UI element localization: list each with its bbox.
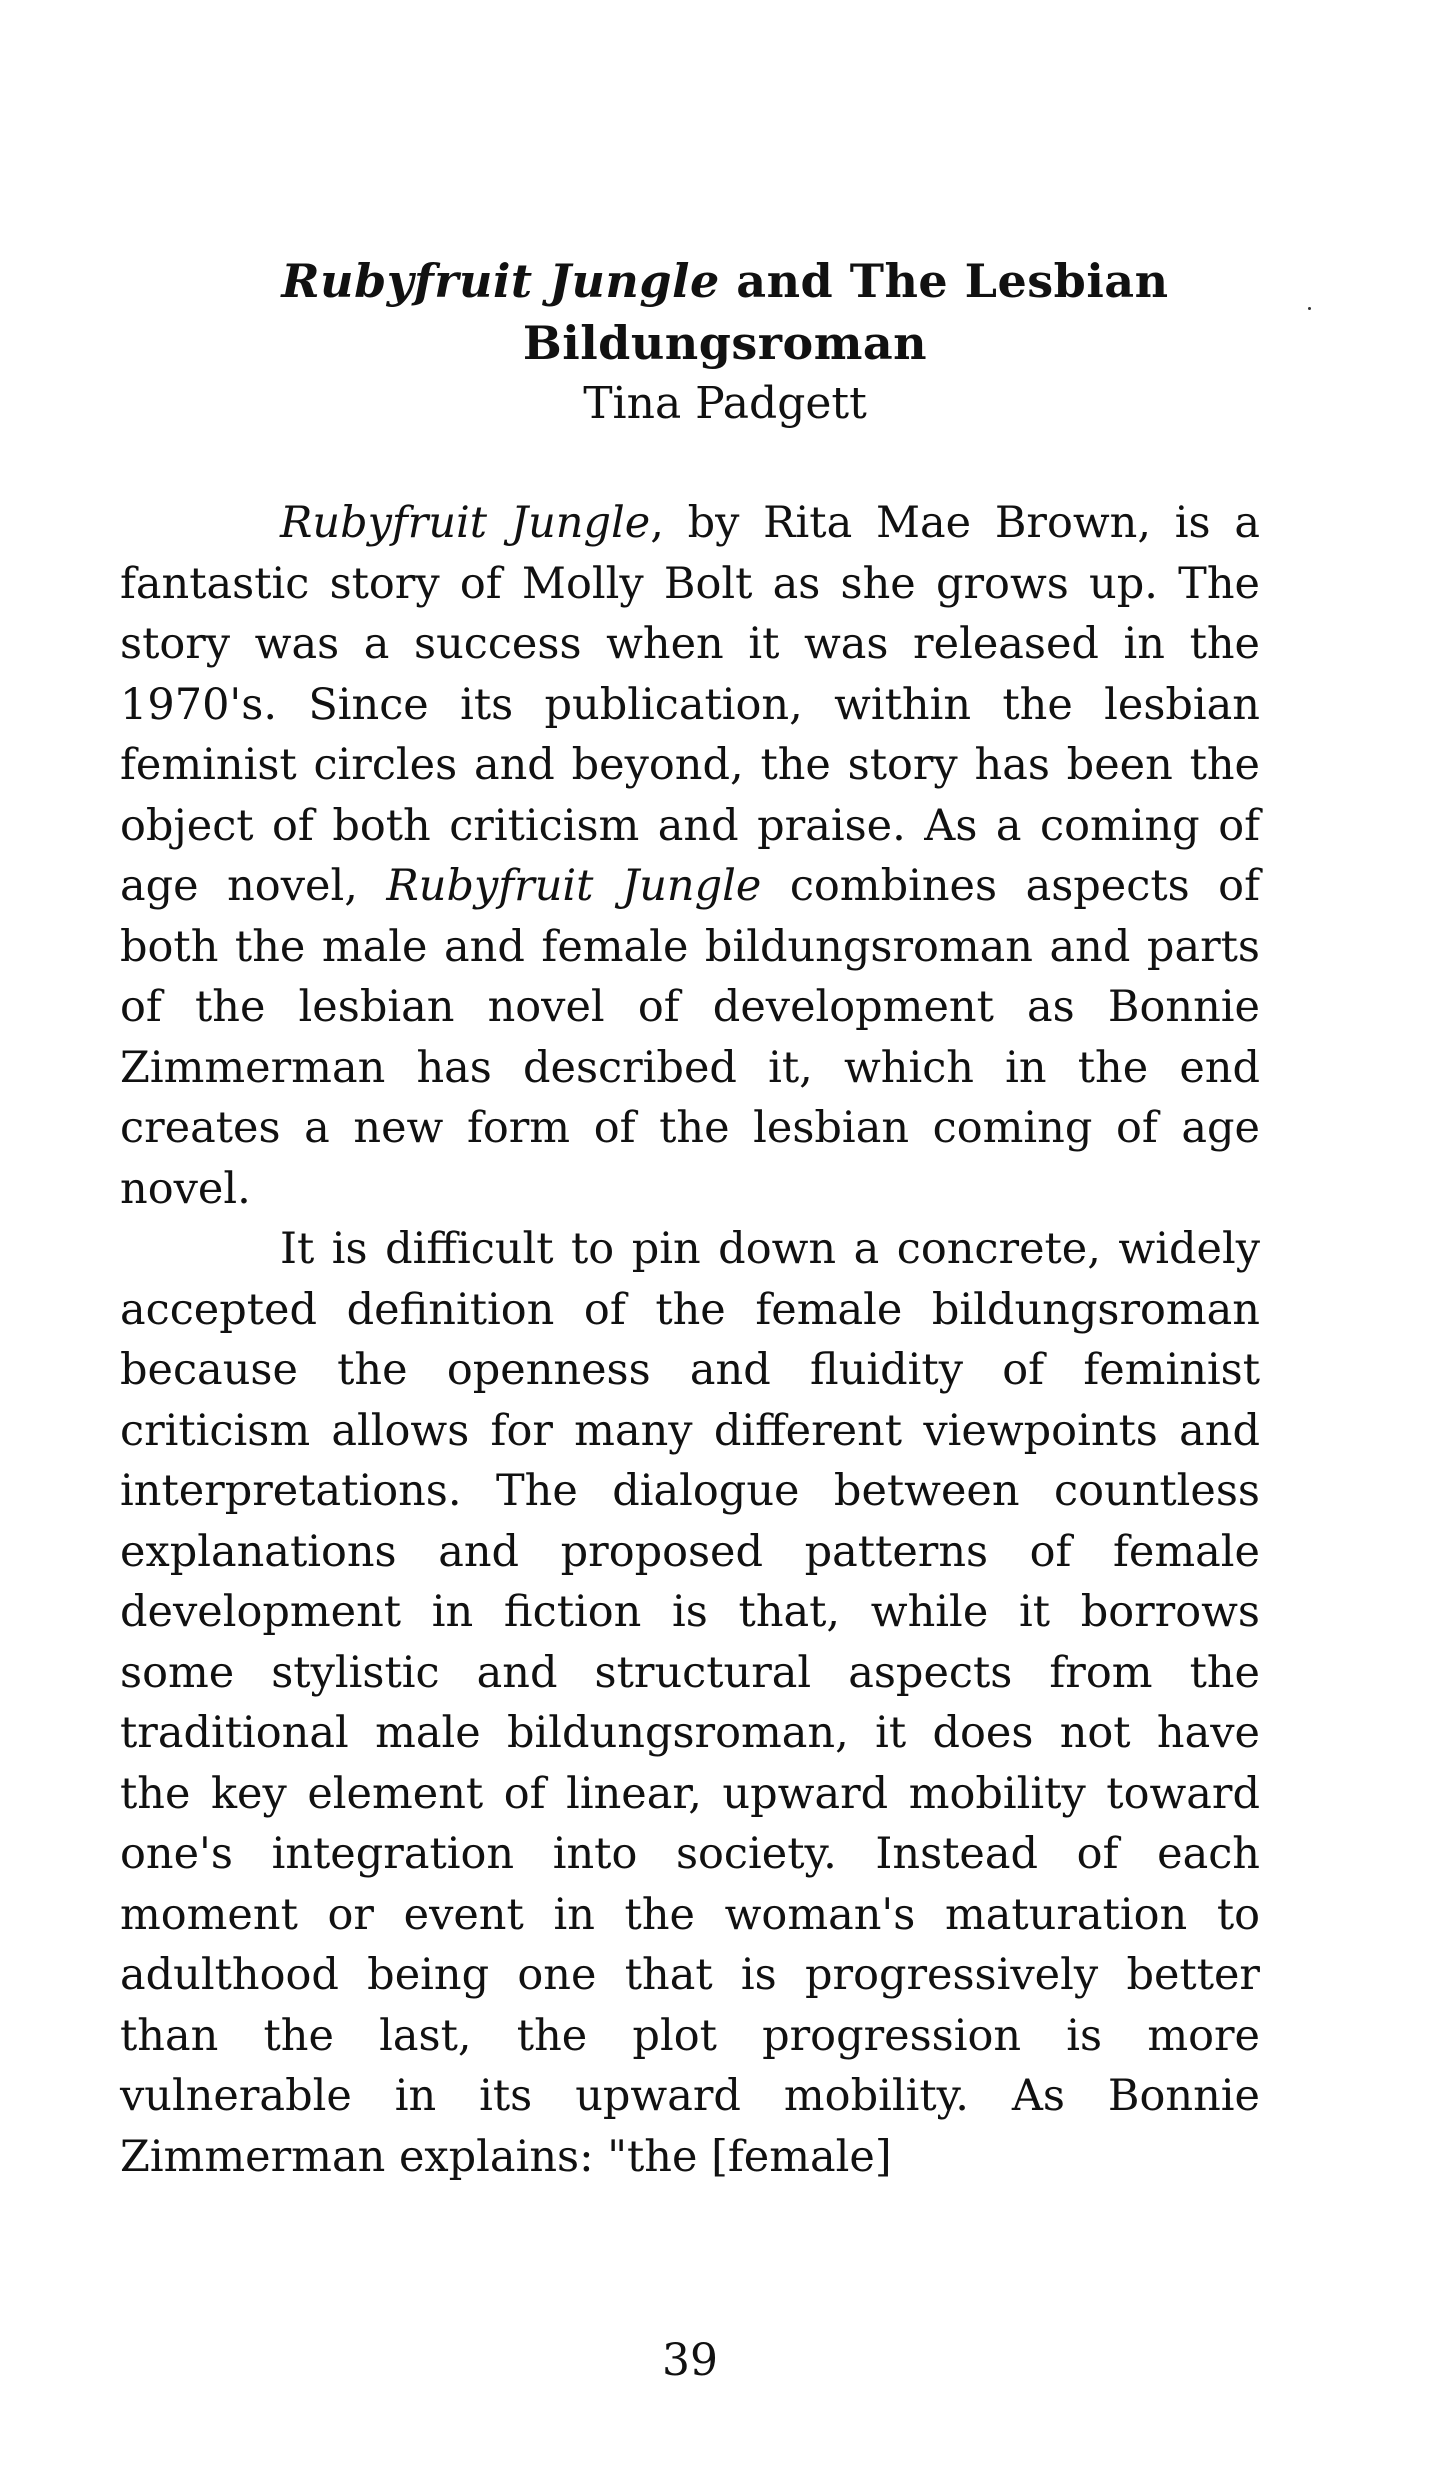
book-title-inline: Rubyfruit Jungle [280, 498, 651, 548]
article-header [125, 250, 1325, 434]
page-number: 39 [662, 2335, 718, 2386]
article-body [120, 493, 1260, 2187]
book-title-inline: Rubyfruit Jungle [386, 861, 762, 911]
scan-speck [1308, 307, 1311, 310]
paragraph-1-text-a: , by Rita Mae Brown, is a fantastic story of Molly Bolt as she grows up. The story was a success when it was released in the 1970's. Since its publication, within the lesbian feminist circles and beyond, the story has been the object of both criticism and praise. As a coming of age novel, [120, 498, 1260, 911]
article-title [125, 250, 1325, 312]
paragraph-1-text-b: combines aspects of both the male and female bildungsroman and parts of the lesbian novel of development as Bonnie Zimmerman has described it, which in the end creates a new form of the lesbian coming of age novel. [120, 861, 1260, 1214]
title-remainder: and The Lesbian [719, 254, 1169, 308]
article-title-line2: Bildungsroman [522, 316, 928, 370]
title-book-name: Rubyfruit Jungle [281, 254, 720, 308]
article-author: Tina Padgett [583, 378, 867, 429]
paragraph-1 [120, 493, 1260, 1219]
paragraph-2: It is difficult to pin down a concrete, widely accepted definition of the female bildungsroman because the openness and fluidity of feminist criticism allows for many different viewpoints and interpretations. The dialogue between countless explanations and proposed patterns of female development in fiction is that, while it borrows some stylistic and structural aspects from the traditional male bildungsroman, it does not have the key element of linear, upward mobility toward one's integration into society. Instead of each moment or event in the woman's maturation to adulthood being one that is progressively better than the last, the plot progression is more vulnerable in its upward mobility. As Bonnie Zimmerman explains: "the [female] [120, 1224, 1260, 2182]
